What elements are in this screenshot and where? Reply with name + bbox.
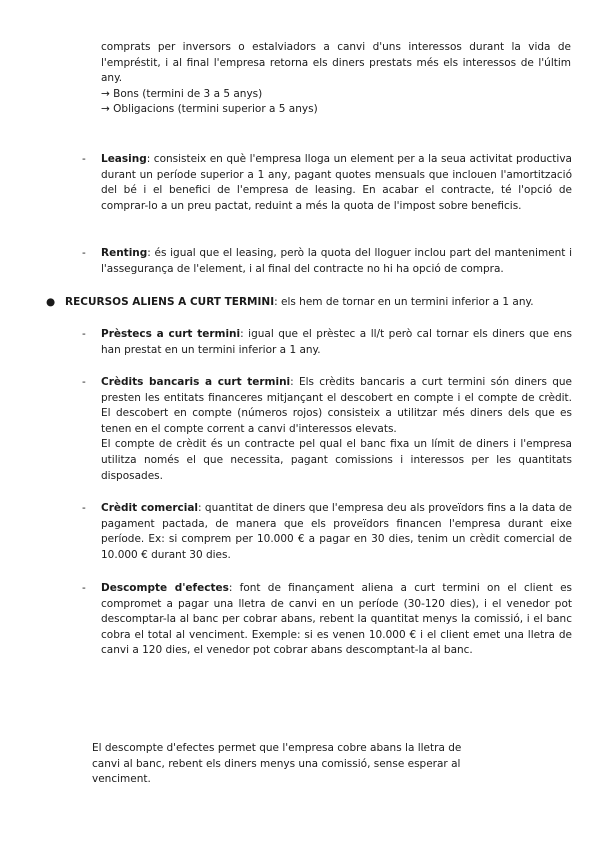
list-item-discount — [82, 581, 572, 659]
list-item-bank-credits — [82, 375, 572, 484]
list-item-renting — [82, 246, 572, 277]
renting-term: Renting — [101, 247, 148, 259]
leasing-term: Leasing — [101, 153, 147, 165]
discount-text: : font de finançament aliena a curt termini on el client es compromet a pagar una lletra de canvi en un període (30-120 dies), i el venedor pot descomptar-la al banc per cobrar abans, rebent la quantitat menys la comissió, i el banc cobra el total al venciment. Exemple: si es venen 10.000 € i el client emet una lletra de canvi a 120 dies, el venedor pot cobrar abans descomptant-la al banc. — [101, 582, 573, 657]
intro-paragraph — [101, 40, 571, 118]
list-item-leasing — [82, 152, 572, 214]
obligations-line: → Obligacions (termini superior a 5 anys) — [101, 103, 318, 116]
renting-text: : és igual que el leasing, però la quota del lloguer inclou part del manteniment i l'assegurança de l'element, i al final del contracte no hi ha opció de compra. — [101, 247, 572, 275]
dash-marker: - — [82, 376, 86, 388]
short-loans-term: Prèstecs a curt termini — [101, 328, 241, 340]
commercial-credit-term: Crèdit comercial — [101, 502, 199, 514]
short-loans-text: : igual que el prèstec a ll/t però cal tornar els diners que ens han prestat en un termini inferior a 1 any. — [101, 328, 572, 356]
list-item-commercial-credit — [82, 501, 572, 563]
summary-note-text: El descompte d'efectes permet que l'empresa cobre abans la lletra de canvi al banc, rebent els diners menys una comissió, sense esperar al venciment. — [92, 742, 462, 786]
bonds-line: → Bons (termini de 3 a 5 anys) — [101, 87, 263, 100]
bank-credits-text: : Els crèdits bancaris a curt termini són diners que presten les entitats financeres mitjançant el descobert en compte i el compte de crèdit. El descobert en compte (números rojos) consisteix a utilitzar més diners dels que es tenen en el compte corrent a canvi d'interessos elevats. — [101, 376, 573, 435]
dash-marker: - — [82, 502, 86, 514]
discount-term: Descompte d'efectes — [101, 582, 229, 594]
leasing-text: : consisteix en què l'empresa lloga un element per a la seua activitat productiva durant un període superior a 1 any, pagant quotes mensuals que inclouen l'amortització del bé i el benefici de l'empresa de leasing. En acabar el contracte, té l'opció de comprar-lo a un preu pactat, reduint a més la quota de l'impost sobre beneficis. — [101, 153, 572, 212]
dash-marker: - — [82, 153, 86, 165]
dash-marker: - — [82, 582, 86, 594]
dash-marker: - — [82, 328, 86, 340]
short-term-text: : els hem de tornar en un termini inferior a 1 any. — [274, 296, 534, 308]
bank-credits-term: Crèdits bancaris a curt termini — [101, 376, 291, 388]
short-term-term: RECURSOS ALIENS A CURT TERMINI — [65, 296, 275, 308]
summary-note — [92, 741, 492, 788]
list-item-short-loans — [82, 327, 572, 358]
intro-text: comprats per inversors o estalviadors a canvi d'uns interessos durant la vida de l'empréstit, i al final l'empresa retorna els diners prestats més els interessos de l'últim any. — [101, 41, 571, 85]
commercial-credit-text: : quantitat de diners que l'empresa deu als proveïdors fins a la data de pagament pactada, de manera que els proveïdors financen l'empresa durant eixe període. Ex: si comprem per 10.000 € a pagar en 30 dies, tenim un crèdit comercial de 10.000 € durant 30 dies. — [101, 502, 572, 561]
bullet-marker: ● — [46, 296, 56, 308]
bank-credits-text-2: El compte de crèdit és un contracte pel qual el banc fixa un límit de diners i l'empresa utilitza només el que necessita, pagant comissions i interessos per les quantitats disposades. — [101, 438, 572, 482]
list-item-short-term-resources — [46, 295, 572, 311]
dash-marker: - — [82, 247, 86, 259]
